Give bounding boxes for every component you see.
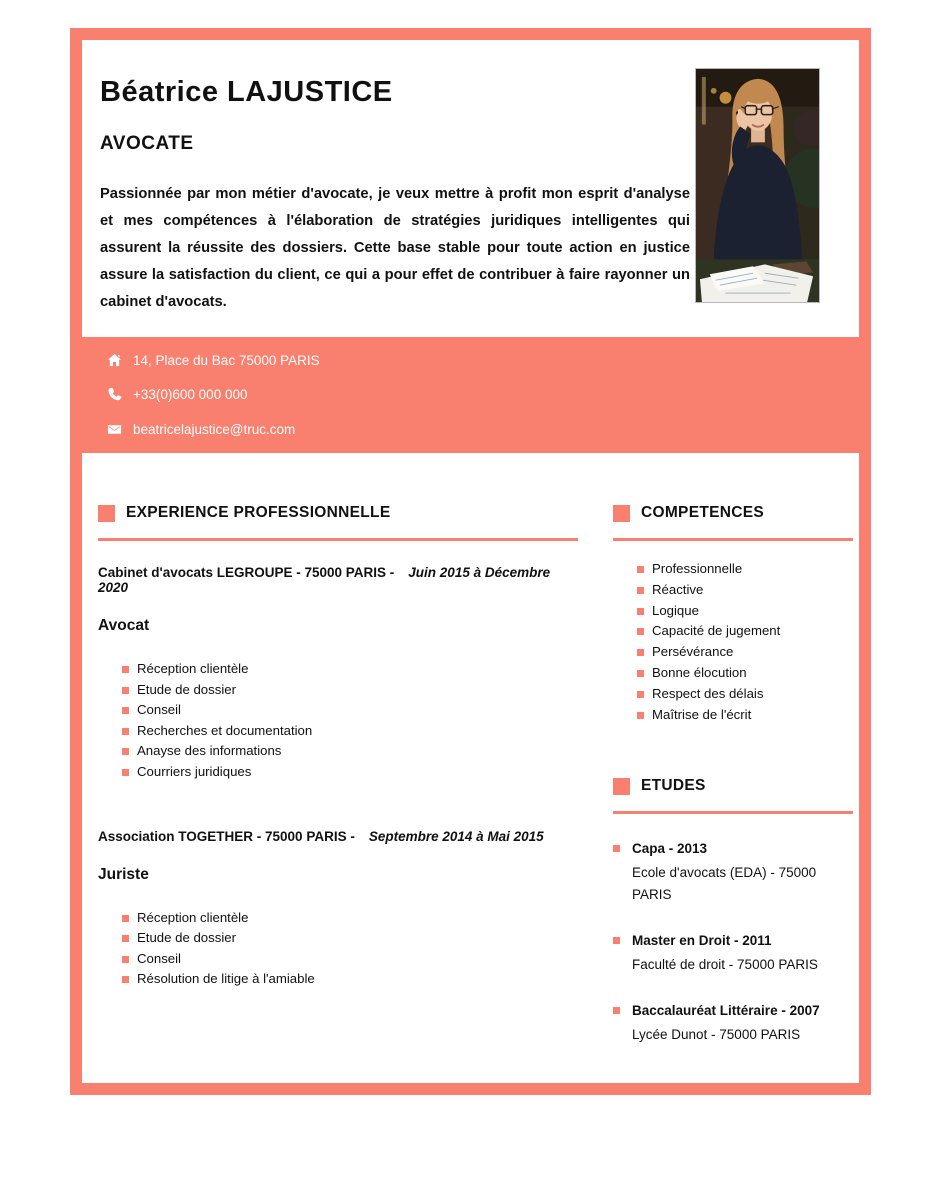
section-divider [98, 538, 578, 541]
skill-item: Professionnelle [613, 559, 853, 580]
skill-item: Respect des délais [613, 684, 853, 705]
experience-section-title: EXPERIENCE PROFESSIONNELLE [126, 504, 391, 521]
etudes-section [613, 777, 853, 1046]
contact-email-text: beatricelajustice@truc.com [133, 422, 296, 438]
cv-frame [70, 28, 871, 1095]
task-item: Résolution de litige à l'amiable [98, 969, 578, 990]
education-detail: Lycée Dunot - 75000 PARIS [632, 1027, 801, 1043]
task-item: Conseil [98, 949, 578, 970]
education-title: Master en Droit - 2011 [632, 933, 772, 949]
job-entry [98, 829, 578, 990]
section-bullet-square [613, 505, 630, 522]
task-item: Etude de dossier [98, 928, 578, 949]
profile-summary: Passionnée par mon métier d'avocate, je veux mettre à profit mon esprit d'analyse et mes compétences à l'élaboration de stratégies juridiques intelligentes qui assurent la réussite des dossiers. Cette base stable pour toute action en justice assure la satisfaction du client, ce qui a pour effet de contribuer à faire rayonner un cabinet d'avocats. [100, 186, 690, 310]
skill-item: Maîtrise de l'écrit [613, 705, 853, 726]
phone-icon [107, 387, 122, 402]
section-divider [613, 538, 853, 541]
job-employer: Cabinet d'avocats LEGROUPE - 75000 PARIS - [98, 565, 395, 580]
contact-phone-text: +33(0)600 000 000 [133, 387, 248, 403]
job-task-list [98, 908, 578, 990]
task-item: Conseil [98, 700, 578, 721]
skill-item: Capacité de jugement [613, 621, 853, 642]
job-entry [98, 565, 578, 783]
etudes-section-title: ETUDES [641, 777, 706, 795]
candidate-name: Béatrice LAJUSTICE [100, 76, 393, 108]
task-item: Courriers juridiques [98, 762, 578, 783]
contact-bar [82, 337, 859, 453]
job-dates: Septembre 2014 à Mai 2015 [368, 828, 544, 844]
job-employer-line [98, 565, 578, 595]
experience-section [98, 504, 578, 990]
job-task-list [98, 659, 578, 783]
task-item: Anayse des informations [98, 741, 578, 762]
job-role: Juriste [98, 865, 149, 883]
skill-item: Persévérance [613, 642, 853, 663]
education-detail: Ecole d'avocats (EDA) - 75000 PARIS [632, 865, 817, 903]
skill-item: Bonne élocution [613, 663, 853, 684]
education-title: Baccalauréat Littéraire - 2007 [632, 1003, 820, 1019]
section-divider [613, 811, 853, 814]
task-item: Etude de dossier [98, 680, 578, 701]
competences-section-header [613, 504, 853, 522]
skill-item: Logique [613, 601, 853, 622]
contact-email-row [107, 422, 859, 437]
contact-phone-row [107, 387, 859, 402]
job-role: Avocat [98, 617, 150, 634]
candidate-job-title: AVOCATE [100, 133, 194, 154]
competences-section-title: COMPETENCES [641, 504, 765, 521]
competences-list [613, 559, 853, 725]
education-detail: Faculté de droit - 75000 PARIS [632, 957, 818, 973]
etudes-section-header [613, 777, 853, 795]
job-employer: Association TOGETHER - 75000 PARIS - [98, 828, 355, 844]
task-item: Réception clientèle [98, 659, 578, 680]
section-bullet-square [613, 778, 630, 795]
education-entry [613, 1002, 853, 1046]
education-title: Capa - 2013 [632, 841, 708, 857]
section-bullet-square [98, 505, 115, 522]
job-employer-line [98, 829, 578, 844]
profile-photo-illustration [696, 69, 819, 302]
contact-address-text: 14, Place du Bac 75000 PARIS [133, 352, 320, 368]
experience-section-header [98, 504, 578, 522]
right-column [613, 504, 853, 1046]
profile-photo [695, 68, 820, 303]
education-entry [613, 932, 853, 976]
home-icon [107, 353, 122, 368]
task-item: Recherches et documentation [98, 721, 578, 742]
job-dates: Juin 2015 à Décembre 2020 [98, 565, 551, 595]
skill-item: Réactive [613, 580, 853, 601]
competences-section [613, 504, 853, 725]
envelope-icon [107, 422, 122, 437]
task-item: Réception clientèle [98, 908, 578, 929]
education-entry [613, 840, 853, 906]
contact-address-row [107, 353, 859, 368]
